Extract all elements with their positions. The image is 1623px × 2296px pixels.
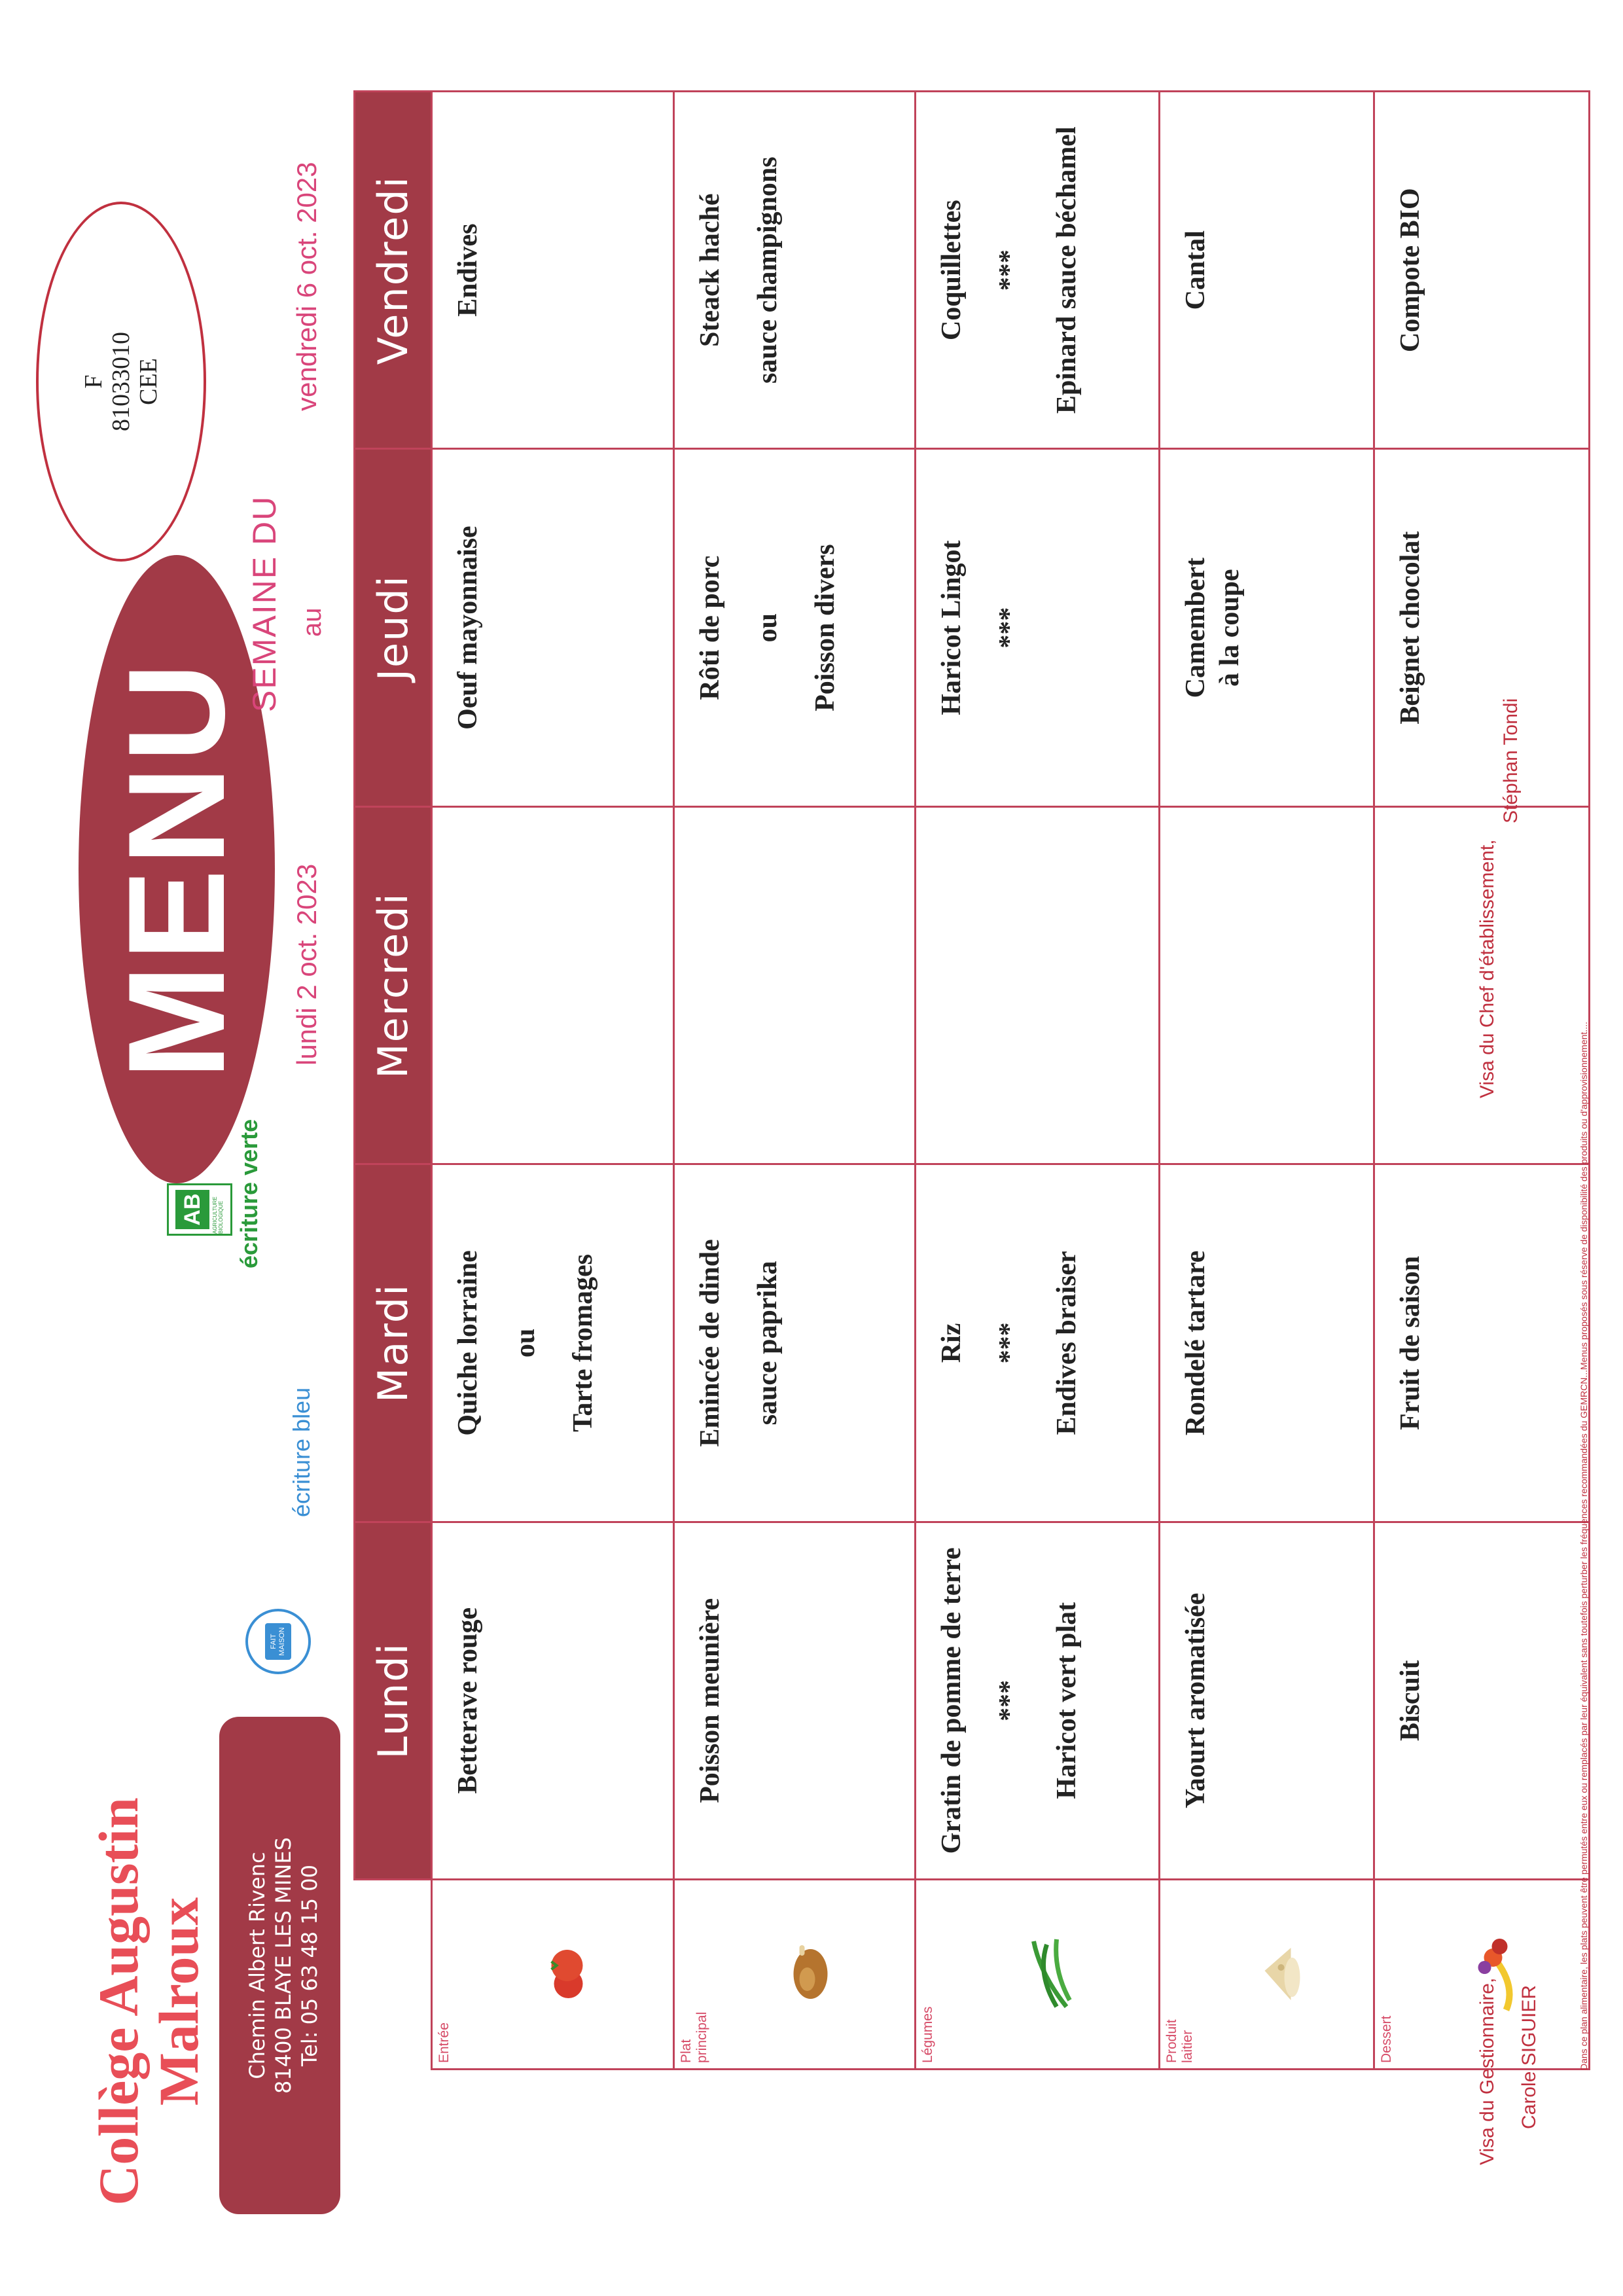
dish-item: Endives [453, 223, 483, 317]
dish-item: Endives braiser [1052, 1251, 1082, 1435]
dish-item: Riz [936, 1323, 967, 1363]
dish-item: à la coupe [1214, 569, 1245, 687]
ab-organic-logo-icon [167, 1183, 232, 1236]
menu-cell-vendredi [432, 92, 674, 449]
dish-item: Betterave rouge [453, 1607, 483, 1794]
header-corner [355, 1880, 432, 2070]
menu-cell-mercredi [432, 806, 674, 1164]
dish-item: Gratin de pomme de terre [936, 1547, 967, 1854]
day-header-jeudi: Jeudi [355, 449, 432, 806]
school-name [88, 1733, 209, 2270]
menu-cell-jeudi [432, 449, 674, 806]
day-header-row [355, 92, 432, 2070]
menu-cell-mardi [1159, 1164, 1374, 1522]
menu-table [353, 90, 1590, 2070]
address-phone: Tel: 05 63 48 15 00 [297, 1865, 322, 2066]
dish-item: ou [752, 613, 783, 643]
dish-item: Steack haché [694, 193, 725, 347]
fait-maison-text-1: FAIT [270, 1634, 277, 1649]
dish-item: sauce champignons [752, 156, 783, 384]
menu-cell-lundi [673, 1522, 916, 1879]
fait-maison-icon [245, 1609, 311, 1674]
menu-cell-mardi [1374, 1164, 1590, 1522]
category-label: Produit [1164, 2019, 1179, 2063]
category-label: Légumes [920, 2006, 936, 2063]
dish-item: Emincée de dinde [694, 1239, 725, 1447]
category-label: principal [694, 2011, 709, 2063]
establishment-badge [36, 202, 206, 562]
dish-item: Rondelé tartare [1180, 1250, 1211, 1436]
dish-item: Camembert [1180, 557, 1211, 698]
dish-item: *** [994, 1679, 1025, 1721]
dish-item: Yaourt aromatisée [1180, 1592, 1211, 1808]
footer-note: Dans ce plan alimentaire, les plats peuvent être permutés entre eux ou remplacés par leur équivalent sans toutefois perturber les fréquences recommandées du GEMRCN...Menus proposés sous réserve de disponibilité des produits ou d'approvisionnement.... [1578, 1022, 1589, 2070]
dish-item: Biscuit [1395, 1660, 1426, 1742]
menu-cell-mercredi [916, 806, 1159, 1164]
gestionnaire-name: Carole SIGUIER [1518, 1984, 1540, 2129]
address-city: 81400 BLAYE LES MINES [271, 1837, 296, 2094]
menu-row [1159, 92, 1374, 2070]
au-label: au [298, 607, 327, 637]
menu-cell-mardi [432, 1164, 674, 1522]
legend-blue-text: écriture bleu [288, 1387, 315, 1517]
day-header-vendredi: Vendredi [355, 92, 432, 449]
visa-chef [1476, 698, 1523, 1098]
visa-gestionnaire [1476, 1978, 1541, 2165]
tomato-icon [543, 1945, 592, 2004]
dish-item: Epinard sauce béchamel [1052, 126, 1082, 414]
menu-cell-mardi [673, 1164, 916, 1522]
category-label: Dessert [1379, 2015, 1395, 2063]
menu-cell-lundi [432, 1522, 674, 1879]
dish-item: Rôti de porc [694, 555, 725, 700]
dish-item: sauce paprika [752, 1261, 783, 1426]
dish-item: *** [994, 607, 1025, 649]
category-label: laitier [1179, 2030, 1195, 2063]
ab-mark: AB [175, 1190, 209, 1229]
menu-row [673, 92, 916, 2070]
menu-cell-jeudi [673, 449, 916, 806]
day-header-mardi: Mardi [355, 1164, 432, 1522]
dish-item: ou [510, 1328, 541, 1358]
dish-item: *** [994, 249, 1025, 291]
badge-line1: F [80, 374, 107, 389]
day-header-mercredi: Mercredi [355, 806, 432, 1164]
menu-row [432, 92, 674, 2070]
cheese-icon [1251, 1942, 1307, 2007]
ab-caption: AGRICULTURE BIOLOGIQUE [212, 1196, 224, 1234]
menu-cell-lundi [916, 1522, 1159, 1879]
dish-item: Haricot vert plat [1052, 1602, 1082, 1799]
visa-chef-label: Visa du Chef d'établissement, [1476, 839, 1498, 1098]
dish-item: Tarte fromages [568, 1254, 598, 1432]
chef-name: Stéphan Tondi [1500, 698, 1522, 823]
dish-item: Cantal [1180, 230, 1211, 310]
school-name-line2: Malroux [147, 1897, 210, 2106]
menu-cell-jeudi [1159, 449, 1374, 806]
category-cell [432, 1880, 674, 2070]
menu-cell-lundi [1159, 1522, 1374, 1879]
menu-cell-vendredi [1374, 92, 1590, 449]
fait-maison-text-2: MAISON [278, 1627, 286, 1656]
fait-maison-pot [265, 1623, 291, 1660]
menu-cell-mercredi [673, 806, 916, 1164]
menu-body [432, 92, 1590, 2070]
category-cell [673, 1880, 916, 2070]
address-street: Chemin Albert Rivenc [245, 1852, 270, 2079]
week-end-date: vendredi 6 oct. 2023 [291, 162, 322, 411]
week-start-date: lundi 2 oct. 2023 [291, 863, 322, 1066]
menu-cell-mercredi [1159, 806, 1374, 1164]
dish-item: Quiche lorraine [453, 1250, 483, 1436]
badge-line3: CEE [135, 358, 162, 405]
menu-cell-vendredi [673, 92, 916, 449]
roast-chicken-icon [781, 1942, 837, 2007]
dish-item: Compote BIO [1395, 188, 1426, 353]
menu-cell-lundi [1374, 1522, 1590, 1879]
menu-cell-vendredi [1159, 92, 1374, 449]
category-label: Entrée [437, 2022, 452, 2063]
address-box [219, 1717, 340, 2214]
dish-item: Fruit de saison [1395, 1255, 1426, 1430]
menu-title: MENU [99, 658, 253, 1080]
badge-line2: 81033010 [107, 332, 135, 431]
green-beans-icon [1027, 1939, 1077, 2011]
dish-item: Poisson meunière [694, 1598, 725, 1803]
menu-cell-vendredi [916, 92, 1159, 449]
semaine-du-label: SEMAINE DU [246, 495, 283, 712]
category-cell [1159, 1880, 1374, 2070]
school-name-line1: Collège Augustin [87, 1797, 150, 2206]
menu-cell-mardi [916, 1164, 1159, 1522]
menu-cell-jeudi [916, 449, 1159, 806]
legend-green-text: écriture verte [236, 1119, 262, 1268]
day-header-lundi: Lundi [355, 1522, 432, 1879]
dish-item: Poisson divers [810, 544, 840, 711]
category-label: Plat [678, 2039, 694, 2063]
dish-item: Oeuf mayonnaise [453, 526, 483, 730]
visa-gestionnaire-label: Visa du Gestionnaire, [1476, 1977, 1498, 2165]
category-cell [916, 1880, 1159, 2070]
dish-item: Coquillettes [936, 200, 967, 341]
menu-row [916, 92, 1159, 2070]
dish-item: Beignet chocolat [1395, 531, 1426, 725]
dish-item: Haricot Lingot [936, 540, 967, 715]
dish-item: *** [994, 1322, 1025, 1364]
